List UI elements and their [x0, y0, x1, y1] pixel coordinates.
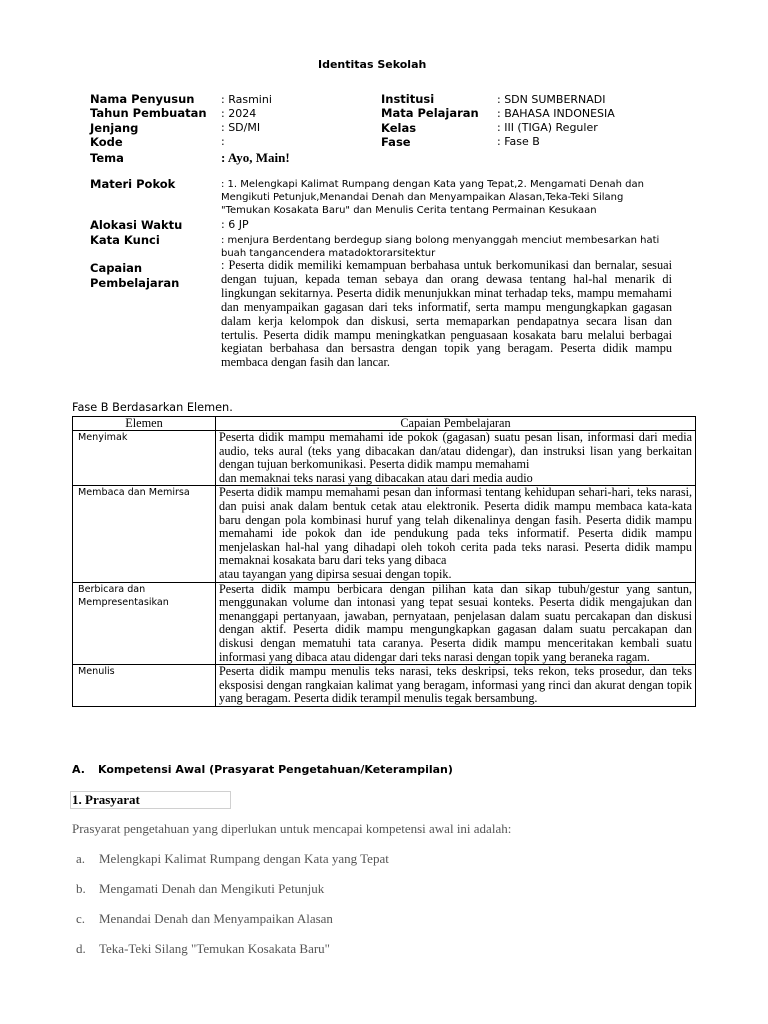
value-fase: : Fase B: [497, 135, 540, 148]
document-title: Identitas Sekolah: [318, 58, 427, 71]
cell-capaian-text: Peserta didik mampu memahami ide pokok (gagasan) suatu pesan lisan, informasi dari media audio, teks aural (teks yang dibacakan dan/atau didengar), dan instruksi lisan yang berkaitan dengan tujuan berkomunikasi. Peserta didik mampu memahami: [219, 430, 692, 472]
value-capaian-pembelajaran: : Peserta didik memiliki kemampuan berbahasa untuk berkomunikasi dan bernalar, sesuai dengan tujuan, kepada teman sebaya dan orang dewasa tentang hal-hal menarik di lingkungan sekitarnya. Peserta didik menunjukkan minat terhadap teks, mampu memahami dan menyampaikan gagasan dari teks informatif, serta mampu mengungkapkan gagasan dalam kerja kelompok dan diskusi, serta memaparkan pendapatnya secara lisan dan tertulis. Peserta didik mampu meningkatkan penguasaan kosakata baru melalui berbagai kegiatan berbahasa dan bersastra dengan topik yang beragam. Peserta didik mampu membaca dengan fasih dan lancar.: [221, 258, 672, 370]
cell-capaian: [216, 431, 696, 486]
list-item: Melengkapi Kalimat Rumpang dengan Kata yang Tepat: [99, 851, 389, 866]
label-kode: Kode: [90, 135, 123, 149]
section-a-letter: A.: [72, 763, 85, 776]
list-item: Menandai Denah dan Menyampaikan Alasan: [99, 911, 333, 926]
cell-elemen: Membaca dan Memirsa: [73, 486, 216, 582]
table-row: [73, 582, 696, 665]
label-capaian-line1: Capaian: [90, 261, 143, 275]
cell-capaian-text: Peserta didik mampu menulis teks narasi, teks deskripsi, teks rekon, teks prosedur, dan teks eksposisi dengan rangkaian kalimat yang beragam, informasi yang rinci dan akurat dengan topik yang beragam. Peserta didik terampil menulis tegak bersambung.: [219, 664, 692, 706]
label-tema: Tema: [90, 151, 124, 165]
label-nama-penyusun: Nama Penyusun: [90, 92, 195, 106]
cell-capaian-extra: dan memaknai teks narasi yang dibacakan atau dari media audio: [219, 470, 533, 485]
table-row: [73, 665, 696, 707]
capaian-table: [72, 416, 696, 707]
label-institusi: Institusi: [381, 92, 435, 106]
header-capaian: Capaian Pembelajaran: [216, 417, 696, 431]
value-tema: : Ayo, Main!: [221, 150, 290, 165]
value-institusi: : SDN SUMBERNADI: [497, 93, 606, 106]
table-header-row: [73, 417, 696, 431]
label-alokasi-waktu: Alokasi Waktu: [90, 218, 183, 232]
value-kata-kunci: : menjura Berdentang berdegup siang bolong menyanggah menciut membesarkan hati buah tangancendera matadoktorarsitektur: [221, 235, 660, 259]
label-capaian-line2: Pembelajaran: [90, 276, 180, 290]
section-a-title: Kompetensi Awal (Prasyarat Pengetahuan/Keterampilan): [98, 763, 453, 776]
label-tahun-pembuatan: Tahun Pembuatan: [90, 106, 207, 120]
list-marker-a: a.: [76, 851, 86, 866]
label-kata-kunci: Kata Kunci: [90, 233, 160, 247]
value-jenjang: : SD/MI: [221, 121, 261, 134]
cell-elemen: Menyimak: [73, 431, 216, 486]
cell-capaian-text: Peserta didik mampu berbicara dengan pilihan kata dan sikap tubuh/gestur yang santun, menggunakan volume dan intonasi yang tepat sesuai konteks. Peserta didik mengajukan dan menanggapi pertanyaan, jawaban, pernyataan, penjelasan dalam suatu percakapan dan diskusi dengan aktif. Peserta didik mampu mengungkapkan gagasan dalam suatu percakapan dan diskusi dengan mematuhi tata caranya. Peserta didik mampu menceritakan kembali suatu informasi yang dibaca atau didengar dari teks narasi dengan topik yang beraneka ragam.: [219, 581, 692, 664]
list-item: Mengamati Denah dan Mengikuti Petunjuk: [99, 881, 325, 896]
list-item: Teka-Teki Silang "Temukan Kosakata Baru": [99, 941, 330, 956]
list-marker-c: c.: [76, 911, 86, 926]
cell-capaian: [216, 486, 696, 582]
label-fase: Fase: [381, 135, 411, 149]
value-nama-penyusun: : Rasmini: [221, 93, 272, 106]
list-marker-d: d.: [76, 941, 86, 956]
cell-capaian: [216, 582, 696, 665]
cell-capaian-text: Peserta didik mampu memahami pesan dan informasi tentang kehidupan sehari-hari, teks narasi, dan puisi anak dalam bentuk cetak atau elektronik. Peserta didik mampu membaca kata-kata baru dengan pola kombinasi huruf yang telah dikenalinya dengan fasih. Peserta didik mampu memahami ide pokok dan ide pendukung pada teks informatif. Peserta didik mampu menjelaskan hal-hal yang dihadapi oleh tokoh cerita pada teks narasi. Peserta didik mampu memaknai kosakata baru dari teks yang dibaca: [219, 485, 692, 568]
label-kelas: Kelas: [381, 121, 417, 135]
value-alokasi-waktu: : 6 JP: [221, 218, 249, 231]
fase-caption: Fase B Berdasarkan Elemen.: [72, 401, 233, 414]
label-jenjang: Jenjang: [90, 121, 139, 135]
cell-elemen: Menulis: [73, 665, 216, 707]
label-materi-pokok: Materi Pokok: [90, 177, 176, 191]
cell-capaian-extra: atau tayangan yang dipirsa sesuai dengan topik.: [219, 566, 452, 581]
prasyarat-intro: Prasyarat pengetahuan yang diperlukan untuk mencapai kompetensi awal ini adalah:: [72, 821, 512, 836]
value-materi-pokok: : 1. Melengkapi Kalimat Rumpang dengan Kata yang Tepat,2. Mengamati Denah dan Mengikuti Petunjuk,Menandai Denah dan Menyampaikan Alasan,Teka-Teki Silang "Temukan Kosakata Baru" dan Menulis Cerita tentang Permainan Kesukaan: [221, 179, 644, 216]
value-kode: :: [221, 135, 225, 148]
header-elemen: Elemen: [73, 417, 216, 431]
list-marker-b: b.: [76, 881, 86, 896]
cell-elemen: Berbicara dan Mempresentasikan: [73, 582, 216, 665]
prasyarat-heading: 1. Prasyarat: [72, 792, 140, 807]
value-kelas: : III (TIGA) Reguler: [497, 121, 598, 134]
table-row: [73, 431, 696, 486]
value-mata-pelajaran: : BAHASA INDONESIA: [497, 107, 615, 120]
value-tahun-pembuatan: : 2024: [221, 107, 257, 120]
cell-capaian: [216, 665, 696, 707]
table-row: [73, 486, 696, 582]
label-mata-pelajaran: Mata Pelajaran: [381, 106, 479, 120]
